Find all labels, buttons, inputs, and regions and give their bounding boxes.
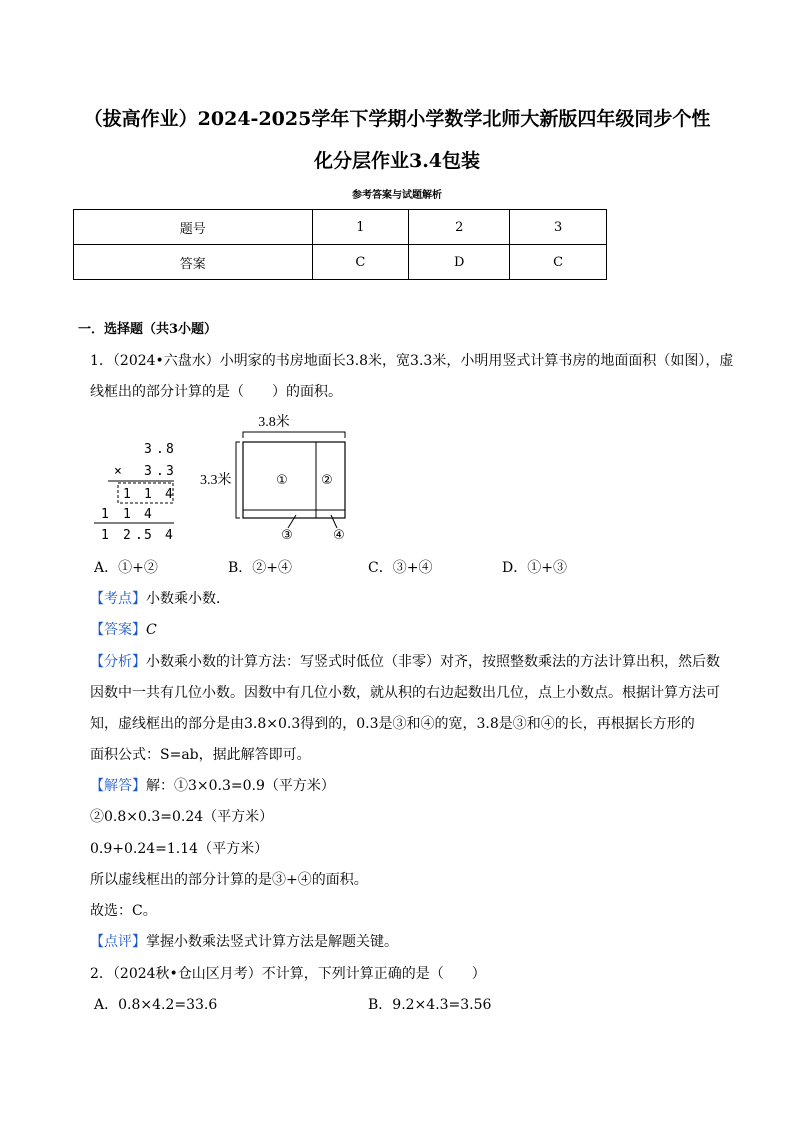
section-heading: 一．选择题（共3小题） — [78, 322, 218, 337]
table-row — [74, 245, 607, 280]
pointer-line — [331, 515, 337, 528]
calc-digit: . — [156, 464, 164, 479]
fenxi-line4: 面积公式：S=ab，据此解答即可。 — [90, 747, 311, 763]
calc-digit: . — [156, 442, 164, 457]
jieda-text: 解：①3×0.3=0.9（平方米） — [146, 778, 335, 794]
q2-option-b: B．9.2×4.3=3.56 — [368, 997, 492, 1013]
calc-digit: 1 — [123, 507, 131, 522]
q1-stem-line2: 线框出的部分计算的是（ ）的面积。 — [90, 384, 342, 400]
answer-table — [73, 209, 607, 280]
fenxi-tag: 【分析】 — [90, 654, 146, 670]
daan-text: C — [146, 622, 157, 638]
dianping-text: 掌握小数乘法竖式计算方法是解题关键。 — [146, 934, 398, 950]
region-label-4: ④ — [333, 528, 345, 543]
jieda-line3: 0.9+0.24=1.14（平方米） — [90, 841, 269, 857]
q1-option-d: D．①+③ — [502, 560, 567, 576]
q1-option-b: B．②+④ — [228, 560, 293, 576]
calc-digit: 4 — [165, 528, 173, 543]
jieda-line5: 故选：C。 — [90, 903, 157, 919]
kaodian-text: 小数乘小数． — [146, 591, 230, 607]
calc-digit: 8 — [166, 442, 174, 457]
jieda-line4: 所以虚线框出的部分计算的是③+④的面积。 — [90, 872, 368, 888]
daan-tag: 【答案】 — [90, 622, 146, 638]
q2-option-a: A．0.8×4.2=33.6 — [94, 997, 218, 1013]
q2-stem: 2．（2024秋•仓山区月考）不计算，下列计算正确的是（ ） — [90, 966, 486, 982]
q1-option-c: C．③+④ — [368, 560, 433, 576]
top-dimension-bracket — [243, 432, 345, 438]
calc-digit: 2 — [123, 528, 131, 543]
document-title-line1: （拔高作业）2024-2025学年下学期小学数学北师大新版四年级同步个性 — [83, 108, 711, 130]
region-label-1: ① — [276, 473, 288, 488]
fenxi-line2: 因数中一共有几位小数。因数中有几位小数，就从积的右边起数出几位，点上小数点。根据计算方法可 — [90, 685, 720, 701]
subtitle: 参考答案与试题解析 — [352, 190, 442, 201]
region-label-3: ③ — [281, 528, 293, 543]
calc-digit: 3 — [166, 464, 174, 479]
calc-digit: 1 — [123, 487, 131, 502]
calc-digit: . — [135, 528, 143, 543]
q1-stem-line1: 1．（2024•六盘水）小明家的书房地面长3.8米，宽3.3米，小明用竖式计算书房的地面面积（如图），虚 — [90, 353, 734, 369]
calc-digit: 3 — [144, 442, 152, 457]
jieda-tag: 【解答】 — [90, 778, 146, 794]
top-length-label: 3.8米 — [258, 415, 290, 430]
fenxi-line1 — [90, 651, 720, 671]
vertical-multiplication-figure — [80, 436, 190, 546]
calc-digit: 1 — [101, 507, 109, 522]
table-cell: D — [409, 245, 510, 280]
calc-digit: 5 — [144, 528, 152, 543]
calc-digit: 3 — [144, 464, 152, 479]
table-cell: 题号 — [74, 210, 313, 245]
calc-digit: × — [114, 464, 122, 479]
answer-line — [90, 619, 157, 639]
table-cell: 1 — [312, 210, 409, 245]
dianping-line — [90, 931, 398, 951]
table-cell: C — [312, 245, 409, 280]
jieda-line2: ②0.8×0.3=0.24（平方米） — [90, 809, 274, 825]
region-label-2: ② — [321, 473, 333, 488]
table-cell: C — [510, 245, 607, 280]
left-dimension-bracket — [236, 442, 240, 518]
table-cell: 2 — [409, 210, 510, 245]
fenxi-line3: 知，虚线框出的部分是由3.8×0.3得到的，0.3是③和④的宽，3.8是③和④的长，再根据长方形的 — [90, 716, 695, 732]
q1-option-a: A．①+② — [94, 560, 158, 576]
kaodian-line — [90, 588, 230, 608]
rectangle-area-figure — [196, 408, 356, 544]
table-row — [74, 210, 607, 245]
calc-digit: 1 — [144, 487, 152, 502]
jieda-line1 — [90, 775, 335, 795]
calc-digit: 1 — [101, 528, 109, 543]
kaodian-tag: 【考点】 — [90, 591, 146, 607]
calc-digit: 4 — [144, 507, 152, 522]
calc-digit: 4 — [165, 487, 173, 502]
dianping-tag: 【点评】 — [90, 934, 146, 950]
document-title-line2: 化分层作业3.4包装 — [313, 150, 481, 172]
left-width-label: 3.3米 — [200, 473, 232, 488]
pointer-line — [288, 515, 296, 528]
fenxi-text: 小数乘小数的计算方法：写竖式时低位（非零）对齐，按照整数乘法的方法计算出积，然后数 — [146, 654, 720, 670]
table-cell: 3 — [510, 210, 607, 245]
table-cell: 答案 — [74, 245, 313, 280]
